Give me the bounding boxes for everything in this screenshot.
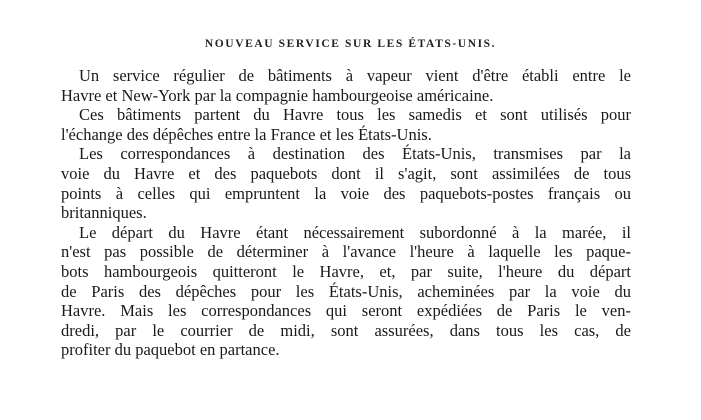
text-line: Ces bâtiments partent du Havre tous les samedis et sont utilisés pour (79, 105, 631, 125)
text-line: Un service régulier de bâtiments à vapeur vient d'être établi entre le (79, 66, 631, 85)
text-line: de Paris des dépêches pour les États-Unis, acheminées par la voie du (61, 281, 631, 301)
text-line: Les correspondances à destination des États-Unis, transmises par la (79, 144, 631, 164)
text-line: n'est pas possible de déterminer à l'avance l'heure à laquelle les paque- (61, 242, 631, 262)
text-line: profiter du paquebot en partance. (61, 340, 280, 360)
text-line: Le départ du Havre étant nécessairement subordonné à la marée, il (79, 222, 631, 242)
body-text (61, 66, 631, 360)
page-title: NOUVEAU SERVICE SUR LES ÉTATS-UNIS. (204, 38, 497, 50)
paragraph-4 (61, 223, 631, 360)
text-line: Havre et New-York par la compagnie hambourgeoise américaine. (61, 85, 494, 105)
text-line: points à celles qui empruntent la voie des paquebots-postes français ou (61, 183, 631, 203)
text-line: dredi, par le courrier de midi, sont assurées, dans tous les cas, de (61, 320, 631, 340)
text-line: l'échange des dépêches entre la France et les États-Unis. (61, 124, 432, 144)
text-line: voie du Havre et des paquebots dont il s'agit, sont assimilées de tous (61, 163, 631, 183)
paragraph-2 (61, 105, 631, 144)
text-line: Havre. Mais les correspondances qui seront expédiées de Paris le ven- (61, 301, 631, 321)
text-line: bots hambourgeois quitteront le Havre, et, par suite, l'heure du départ (61, 261, 631, 281)
paragraph-1 (61, 66, 631, 105)
text-line: britanniques. (61, 203, 147, 223)
paragraph-3 (61, 144, 631, 222)
